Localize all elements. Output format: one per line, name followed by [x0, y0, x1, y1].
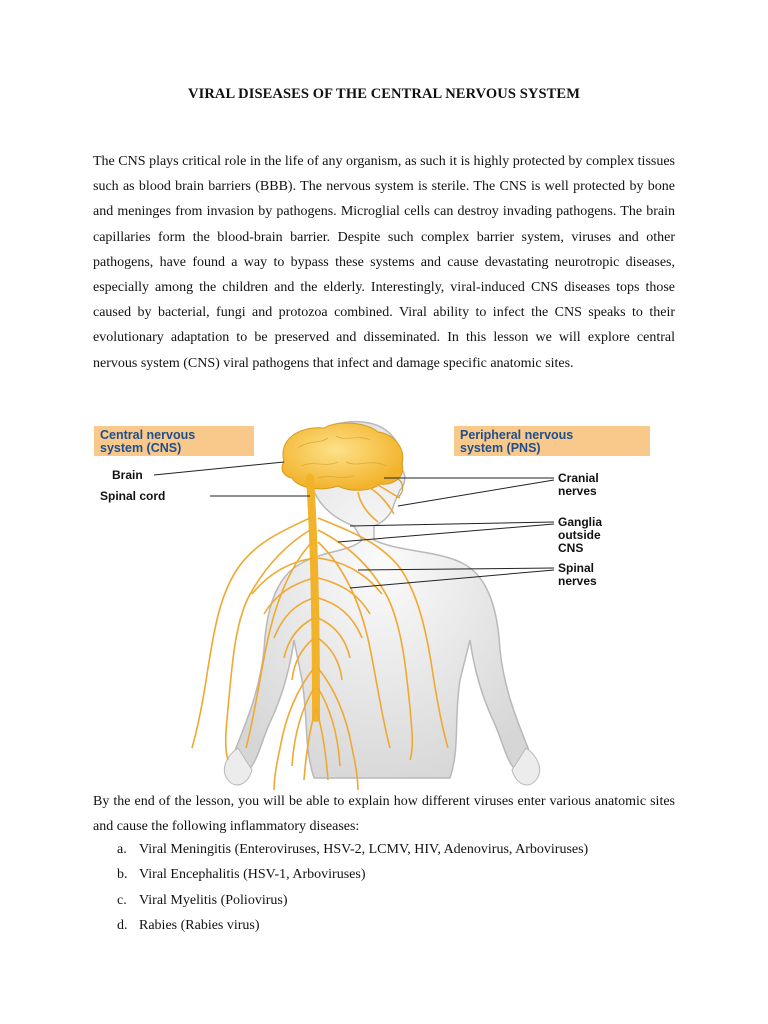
objectives-list — [117, 837, 588, 938]
list-item-text: Rabies (Rabies virus) — [139, 917, 260, 933]
list-item — [117, 837, 588, 862]
label-spinal-cord: Spinal cord — [100, 489, 166, 503]
brain-shape — [282, 423, 403, 490]
label-brain: Brain — [112, 468, 143, 482]
label-ganglia-1: Ganglia — [558, 515, 603, 529]
objectives-intro: By the end of the lesson, you will be able to explain how different viruses enter various anatomic sites and cause the following inflammatory diseases: — [93, 794, 675, 834]
cns-box-text-2: system (CNS) — [100, 441, 182, 455]
list-item-text: Viral Myelitis (Poliovirus) — [139, 892, 288, 908]
list-item — [117, 913, 588, 938]
list-marker: c. — [117, 892, 127, 908]
list-marker: b. — [117, 867, 128, 883]
label-ganglia-2: outside — [558, 528, 601, 542]
label-cranial-1: Cranial — [558, 471, 599, 485]
list-marker: a. — [117, 842, 127, 857]
pns-box-text-2: system (PNS) — [460, 441, 541, 455]
label-spinal-nerves-1: Spinal — [558, 561, 595, 575]
label-spinal-nerves-2: nerves — [558, 574, 597, 588]
list-item-text: Viral Meningitis (Enteroviruses, HSV-2, LCMV, HIV, Adenovirus, Arboviruses) — [139, 842, 589, 857]
list-marker: d. — [117, 917, 128, 933]
intro-paragraph: The CNS plays critical role in the life of any organism, as such it is highly protected by complex tissues such as blood brain barriers (BBB). The nervous system is sterile. The CNS is well protected by bone and meninges from invasion by pathogens. Microglial cells can destroy invading pathogens. The brain capillaries form the blood-brain barrier. Despite such complex barrier system, viruses and other pathogens, have found a way to bypass these systems and cause devastating neurotropic diseases, especially among the children and the elderly. Interestingly, viral-induced CNS diseases tops those caused by bacterial, fungi and protozoa combined. Viral ability to infect the CNS speaks to their evolutionary adaptation to be preserved and disseminated. In this lesson we will explore central nervous system (CNS) viral pathogens that infect and damage specific anatomic sites. — [93, 154, 675, 371]
label-ganglia-3: CNS — [558, 541, 584, 555]
list-item — [117, 862, 588, 887]
label-cranial-2: nerves — [558, 484, 597, 498]
list-item-text: Viral Encephalitis (HSV-1, Arboviruses) — [139, 867, 366, 883]
cns-box-text-1: Central nervous — [100, 428, 196, 442]
pns-box-text-1: Peripheral nervous — [460, 428, 574, 442]
list-item — [117, 888, 588, 913]
document-title: VIRAL DISEASES OF THE CENTRAL NERVOUS SYSTEM — [188, 86, 580, 102]
nervous-system-figure — [88, 418, 658, 798]
